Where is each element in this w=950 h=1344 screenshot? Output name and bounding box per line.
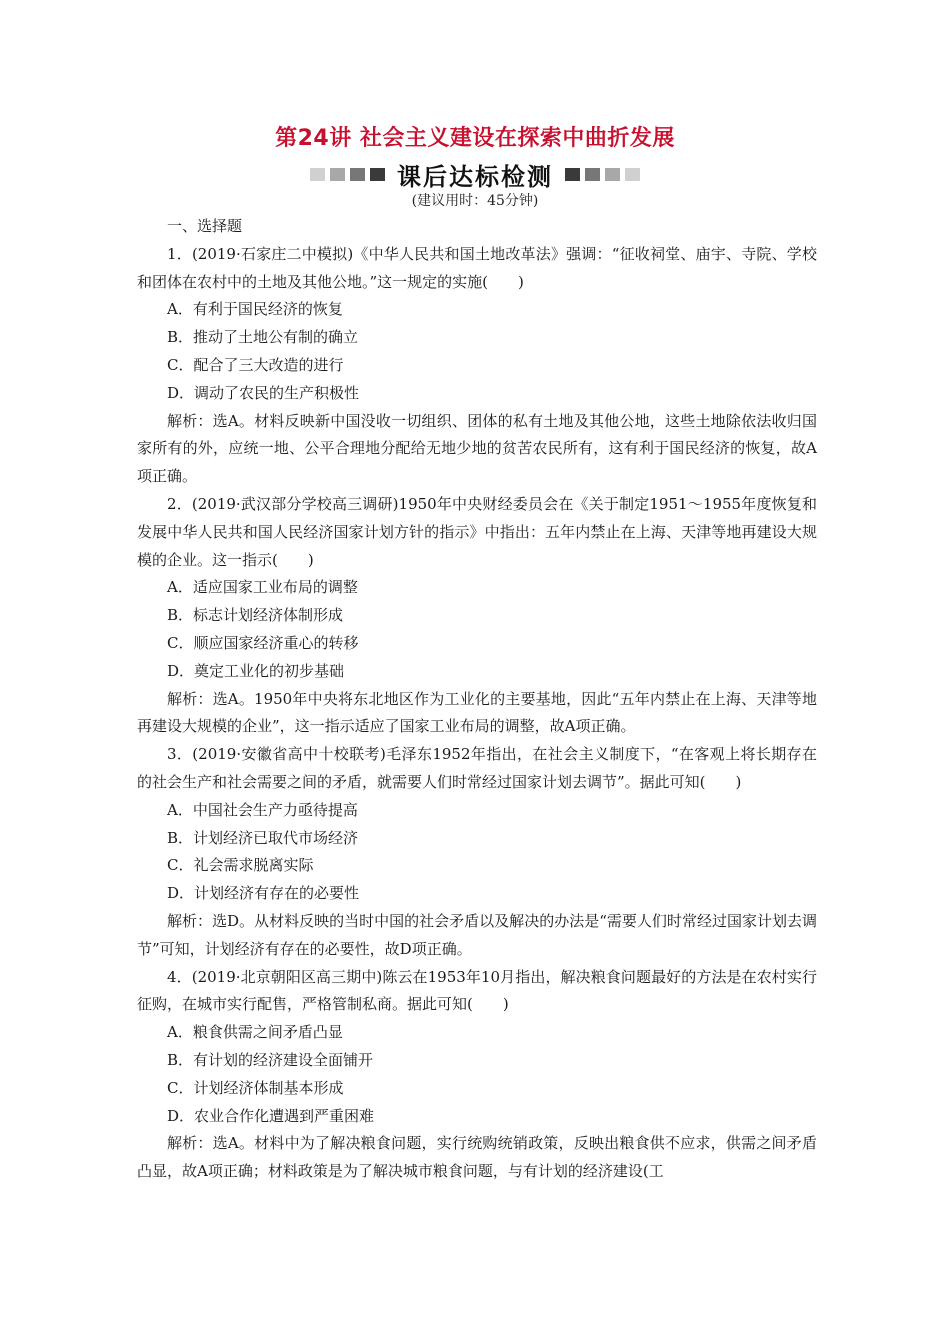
option-c: C．计划经济体制基本形成 bbox=[167, 1078, 344, 1097]
option-d: D．计划经济有存在的必要性 bbox=[167, 884, 360, 903]
analysis: 解析：选A。材料中为了解决粮食问题，实行统购统销政策，反映出粮食供不应求，供需之间矛盾凸显，故A项正确；材料政策是为了解决城市粮食问题，与有计划的经济建设(工 bbox=[137, 1134, 817, 1181]
option-d: D．奠定工业化的初步基础 bbox=[167, 661, 345, 680]
option-c: C．礼会需求脱离实际 bbox=[167, 856, 314, 875]
square-icon bbox=[625, 168, 640, 181]
section-heading: 一、选择题 bbox=[167, 217, 243, 235]
banner-decoration-left bbox=[310, 168, 385, 181]
question-4 bbox=[137, 964, 817, 1186]
square-icon bbox=[310, 168, 325, 181]
analysis: 解析：选D。从材料反映的当时中国的社会矛盾以及解决的办法是“需要人们时常经过国家计划去调节”可知，计划经济有存在的必要性，故D项正确。 bbox=[137, 911, 817, 958]
option-c: C．配合了三大改造的进行 bbox=[167, 355, 344, 374]
option-d: D．农业合作化遭遇到严重困难 bbox=[167, 1106, 375, 1125]
document-body bbox=[137, 213, 817, 1186]
analysis: 解析：选A。1950年中央将东北地区作为工业化的主要基地，因此“五年内禁止在上海、天津等地再建设大规模的企业”，这一指示适应了国家工业布局的调整，故A项正确。 bbox=[137, 689, 817, 736]
time-suggestion: (建议用时：45分钟) bbox=[411, 193, 539, 209]
option-b: B．标志计划经济体制形成 bbox=[167, 606, 344, 625]
question-stem: 4．(2019·北京朝阳区高三期中)陈云在1953年10月指出，解决粮食问题最好的方法是在农村实行征购，在城市实行配售，严格管制私商。据此可知( ) bbox=[137, 967, 817, 1014]
square-icon bbox=[370, 168, 385, 181]
square-icon bbox=[605, 168, 620, 181]
option-a: A．适应国家工业布局的调整 bbox=[167, 578, 358, 597]
option-a: A．粮食供需之间矛盾凸显 bbox=[167, 1023, 343, 1042]
square-icon bbox=[565, 168, 580, 181]
page-title: 第24讲 社会主义建设在探索中曲折发展 bbox=[275, 126, 675, 151]
banner-text: 课后达标检测 bbox=[397, 162, 553, 191]
analysis: 解析：选A。材料反映新中国没收一切组织、团体的私有土地及其他公地，这些土地除依法收归国家所有的外，应统一地、公平合理地分配给无地少地的贫苦农民所有，这有利于国民经济的恢复，故A项正确。 bbox=[137, 411, 817, 486]
option-c: C．顺应国家经济重心的转移 bbox=[167, 633, 359, 652]
square-icon bbox=[585, 168, 600, 181]
question-stem: 2．(2019·武汉部分学校高三调研)1950年中央财经委员会在《关于制定1951～1955年度恢复和发展中华人民共和国人民经济国家计划方针的指示》中指出：五年内禁止在上海、天津等地再建设大规模的企业。这一指示( ) bbox=[137, 494, 817, 569]
option-b: B．有计划的经济建设全面铺开 bbox=[167, 1050, 374, 1069]
question-stem: 3．(2019·安徽省高中十校联考)毛泽东1952年指出，在社会主义制度下，“在客观上将长期存在的社会生产和社会需要之间的矛盾，就需要人们时常经过国家计划去调节”。据此可知( ) bbox=[137, 745, 817, 791]
square-icon bbox=[330, 168, 345, 181]
question-3 bbox=[137, 741, 817, 963]
option-b: B．计划经济已取代市场经济 bbox=[167, 828, 359, 847]
option-a: A．有利于国民经济的恢复 bbox=[167, 300, 343, 319]
option-a: A．中国社会生产力亟待提高 bbox=[167, 800, 358, 819]
question-2 bbox=[137, 491, 817, 741]
question-stem: 1．(2019·石家庄二中模拟)《中华人民共和国土地改革法》强调：“征收祠堂、庙宇、寺院、学校和团体在农村中的土地及其他公地。”这一规定的实施( ) bbox=[137, 244, 817, 291]
banner-decoration-right bbox=[565, 168, 640, 181]
option-b: B．推动了土地公有制的确立 bbox=[167, 328, 359, 347]
option-d: D．调动了农民的生产积极性 bbox=[167, 383, 360, 402]
question-1 bbox=[137, 241, 817, 491]
section-banner bbox=[0, 158, 950, 190]
square-icon bbox=[350, 168, 365, 181]
